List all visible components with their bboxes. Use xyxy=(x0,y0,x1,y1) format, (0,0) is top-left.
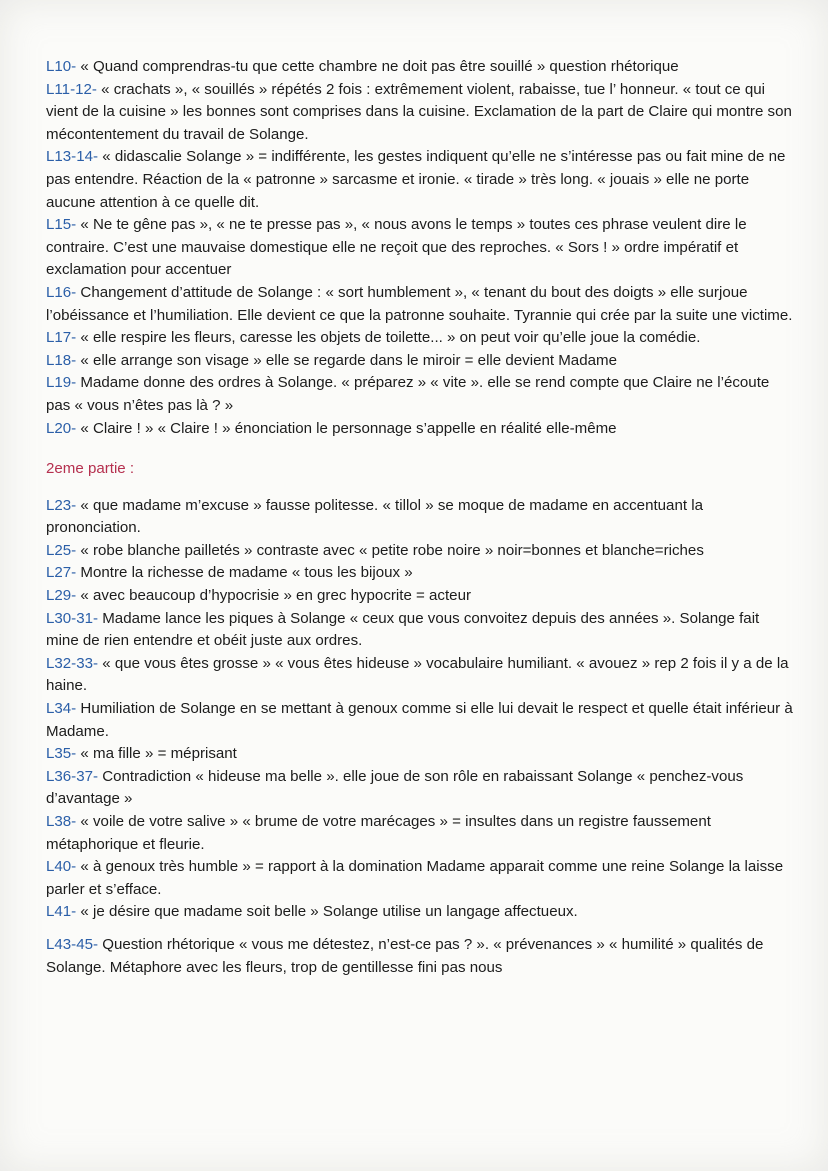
line-reference: L34- xyxy=(46,700,77,718)
note-entry xyxy=(46,901,794,924)
line-reference: L20- xyxy=(46,419,77,437)
line-reference: L30-31- xyxy=(46,609,99,627)
line-reference: L40- xyxy=(46,858,77,876)
line-reference: L16- xyxy=(46,283,77,301)
line-reference: L32-33- xyxy=(46,654,99,672)
note-text: Montre la richesse de madame « tous les bijoux » xyxy=(76,564,413,582)
note-entry xyxy=(46,327,794,350)
note-text: « à genoux très humble » = rapport à la domination Madame apparait comme une reine Solange la laisse parler et s’efface. xyxy=(46,858,784,898)
note-text: « Quand comprendras-tu que cette chambre ne doit pas être souillé » question rhétorique xyxy=(76,58,679,75)
line-reference: L19- xyxy=(46,374,77,392)
note-entry xyxy=(46,934,794,979)
note-entry xyxy=(46,372,794,417)
note-text: « que vous êtes grosse » « vous êtes hideuse » vocabulaire humiliant. « avouez » rep 2 fois il y a de la haine. xyxy=(46,654,789,695)
note-entry xyxy=(46,585,794,608)
note-entry xyxy=(46,856,794,901)
note-entry xyxy=(46,653,794,698)
note-text: « je désire que madame soit belle » Solange utilise un langage affectueux. xyxy=(76,903,578,921)
note-entry xyxy=(46,562,794,585)
note-entry xyxy=(46,698,794,743)
notes-part-2 xyxy=(46,495,794,979)
note-text: « elle respire les fleurs, caresse les objets de toilette... » on peut voir qu’elle joue la comédie. xyxy=(76,329,701,347)
line-reference: L25- xyxy=(46,541,77,559)
note-text: Changement d’attitude de Solange : « sort humblement », « tenant du bout des doigts » elle surjoue l’obéissance et l’humiliation. Elle devient ce que la patronne souhaite. Tyrannie qui crée par la suite une victime. xyxy=(46,283,793,324)
note-text: « robe blanche pailletés » contraste avec « petite robe noire » noir=bonnes et blanche=riches xyxy=(76,541,704,559)
line-reference: L35- xyxy=(46,745,77,763)
note-text: « que madame m’excuse » fausse politesse. « tillol » se moque de madame en accentuant la prononciation. xyxy=(46,496,703,537)
note-entry xyxy=(46,146,794,214)
note-text: « ma fille » = méprisant xyxy=(76,745,237,763)
note-text: « Ne te gêne pas », « ne te presse pas », « nous avons le temps » toutes ces phrase veulent dire le contraire. C’est une mauvaise domestique elle ne reçoit que des reproches. « Sors ! » ordre impératif et exclamation pour accentuer xyxy=(46,216,747,279)
line-reference: L18- xyxy=(46,351,77,369)
line-reference: L38- xyxy=(46,813,77,830)
note-text: Question rhétorique « vous me détestez, n’est-ce pas ? ». « prévenances » « humilité » qualités de Solange. Métaphore avec les fleurs, trop de gentillesse fini pas nous xyxy=(46,935,764,976)
note-entry xyxy=(46,495,794,540)
note-entry xyxy=(46,350,794,373)
line-reference: L36-37- xyxy=(46,767,99,785)
note-entry xyxy=(46,608,794,653)
line-reference: L13-14- xyxy=(46,148,99,166)
line-reference: L23- xyxy=(46,496,77,514)
note-text: Humiliation de Solange en se mettant à genoux comme si elle lui devait le respect et quelle était inférieur à Madame. xyxy=(46,700,793,740)
note-text: « voile de votre salive » « brume de votre marécages » = insultes dans un registre faussement métaphorique et fleurie. xyxy=(46,813,711,853)
line-reference: L17- xyxy=(46,329,77,347)
line-reference: L15- xyxy=(46,216,77,234)
note-text: Contradiction « hideuse ma belle ». elle joue de son rôle en rabaissant Solange « penchez-vous d’avantage » xyxy=(46,767,744,808)
note-text: « didascalie Solange » = indifférente, les gestes indiquent qu’elle ne s’intéresse pas ou fait mine de ne pas entendre. Réaction de la « patronne » sarcasme et ironie. « tirade » très long. « jouais » elle ne porte aucune attention à ce quelle dit. xyxy=(46,148,786,211)
line-reference: L10- xyxy=(46,58,77,75)
line-reference: L43-45- xyxy=(46,935,99,953)
note-text: « Claire ! » « Claire ! » énonciation le personnage s’appelle en réalité elle-même xyxy=(76,419,617,437)
line-reference: L29- xyxy=(46,587,77,605)
line-reference: L27- xyxy=(46,564,77,582)
note-entry xyxy=(46,766,794,811)
note-entry xyxy=(46,79,794,147)
note-entry xyxy=(46,56,794,79)
note-text: « crachats », « souillés » répétés 2 fois : extrêmement violent, rabaisse, tue l’ honneur. « tout ce qui vient de la cuisine » les bonnes sont comprises dans la cuisine. Exclamation de la part de Claire qui montre son mécontentement du travail de Solange. xyxy=(46,80,792,143)
note-text: « elle arrange son visage » elle se regarde dans le miroir = elle devient Madame xyxy=(76,351,617,369)
note-entry xyxy=(46,214,794,282)
line-reference: L11-12- xyxy=(46,80,97,98)
note-entry xyxy=(46,743,794,766)
note-text: Madame lance les piques à Solange « ceux que vous convoitez depuis des années ». Solange fait mine de rien entendre et obéit juste aux ordres. xyxy=(46,609,760,650)
note-text: « avec beaucoup d’hypocrisie » en grec hypocrite = acteur xyxy=(76,587,471,605)
note-entry xyxy=(46,282,794,327)
note-entry xyxy=(46,811,794,856)
notes-part-1 xyxy=(46,56,794,440)
section-heading-2eme-partie: 2eme partie : xyxy=(46,460,135,478)
note-text: Madame donne des ordres à Solange. « préparez » « vite ». elle se rend compte que Claire ne l’écoute pas « vous n’êtes pas là ? » xyxy=(46,374,770,414)
line-reference: L41- xyxy=(46,903,77,921)
note-entry xyxy=(46,540,794,563)
note-entry xyxy=(46,418,794,441)
notes-content xyxy=(46,56,794,979)
